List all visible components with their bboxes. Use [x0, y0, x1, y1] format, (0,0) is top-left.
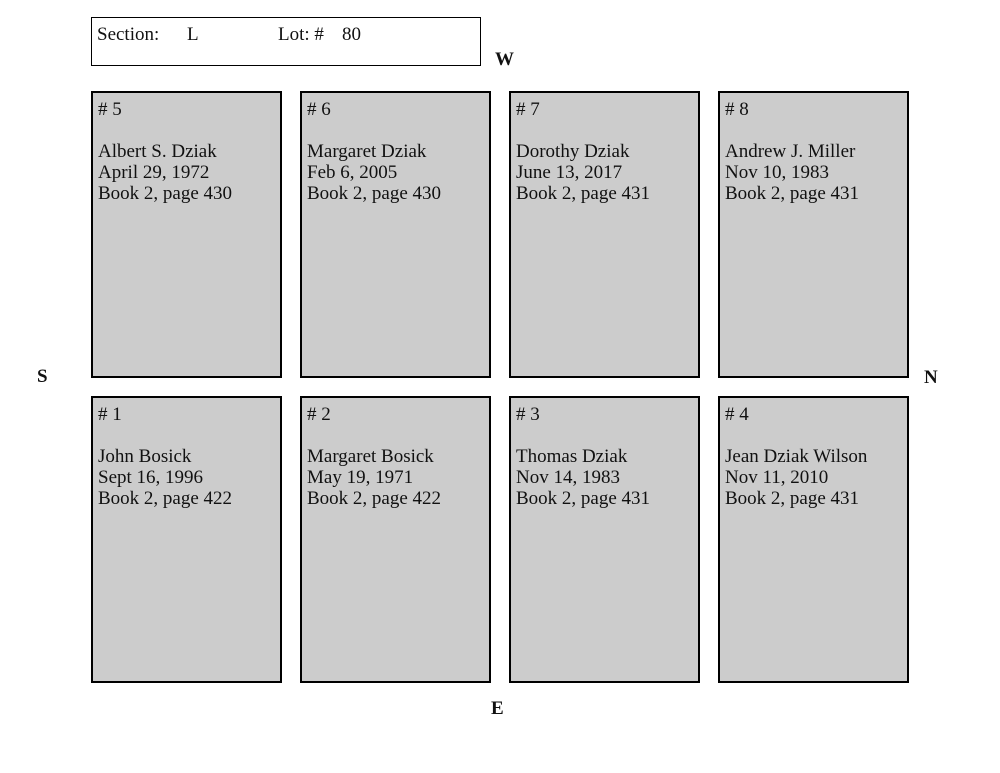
burial-plot-6 [300, 91, 491, 378]
record-reference: Book 2, page 431 [725, 488, 860, 509]
record-reference: Book 2, page 431 [516, 488, 651, 509]
interred-name: Dorothy Dziak [516, 141, 630, 162]
plot-number: # 4 [725, 404, 749, 425]
plot-number: # 5 [98, 99, 122, 120]
compass-north: N [924, 367, 938, 388]
burial-date: April 29, 1972 [98, 162, 210, 183]
section-value: L [187, 24, 199, 45]
section-label: Section: [97, 24, 160, 45]
burial-plot-1 [91, 396, 282, 683]
record-reference: Book 2, page 422 [307, 488, 442, 509]
burial-date: Feb 6, 2005 [307, 162, 398, 183]
burial-date: Nov 11, 2010 [725, 467, 829, 488]
plot-number: # 8 [725, 99, 749, 120]
plot-number: # 7 [516, 99, 540, 120]
plot-number: # 2 [307, 404, 331, 425]
burial-plot-5 [91, 91, 282, 378]
interred-name: Thomas Dziak [516, 446, 628, 467]
interred-name: Andrew J. Miller [725, 141, 856, 162]
interred-name: Albert S. Dziak [98, 141, 217, 162]
burial-plot-4 [718, 396, 909, 683]
burial-date: May 19, 1971 [307, 467, 414, 488]
compass-west: W [495, 49, 514, 70]
interred-name: Margaret Bosick [307, 446, 434, 467]
record-reference: Book 2, page 431 [725, 183, 860, 204]
plot-number: # 1 [98, 404, 122, 425]
lot-label: Lot: # [278, 24, 324, 45]
section-lot-box [91, 17, 481, 66]
plot-number: # 3 [516, 404, 540, 425]
burial-plot-8 [718, 91, 909, 378]
burial-plot-2 [300, 396, 491, 683]
record-reference: Book 2, page 431 [516, 183, 651, 204]
plot-number: # 6 [307, 99, 331, 120]
record-reference: Book 2, page 430 [307, 183, 442, 204]
burial-date: Nov 14, 1983 [516, 467, 620, 488]
record-reference: Book 2, page 422 [98, 488, 233, 509]
compass-south: S [37, 366, 48, 387]
record-reference: Book 2, page 430 [98, 183, 233, 204]
burial-date: Nov 10, 1983 [725, 162, 829, 183]
burial-plot-7 [509, 91, 700, 378]
interred-name: Margaret Dziak [307, 141, 427, 162]
interred-name: Jean Dziak Wilson [725, 446, 868, 467]
burial-date: Sept 16, 1996 [98, 467, 204, 488]
interred-name: John Bosick [98, 446, 192, 467]
burial-plot-3 [509, 396, 700, 683]
compass-east: E [491, 698, 504, 719]
burial-date: June 13, 2017 [516, 162, 623, 183]
lot-value: 80 [342, 24, 361, 45]
